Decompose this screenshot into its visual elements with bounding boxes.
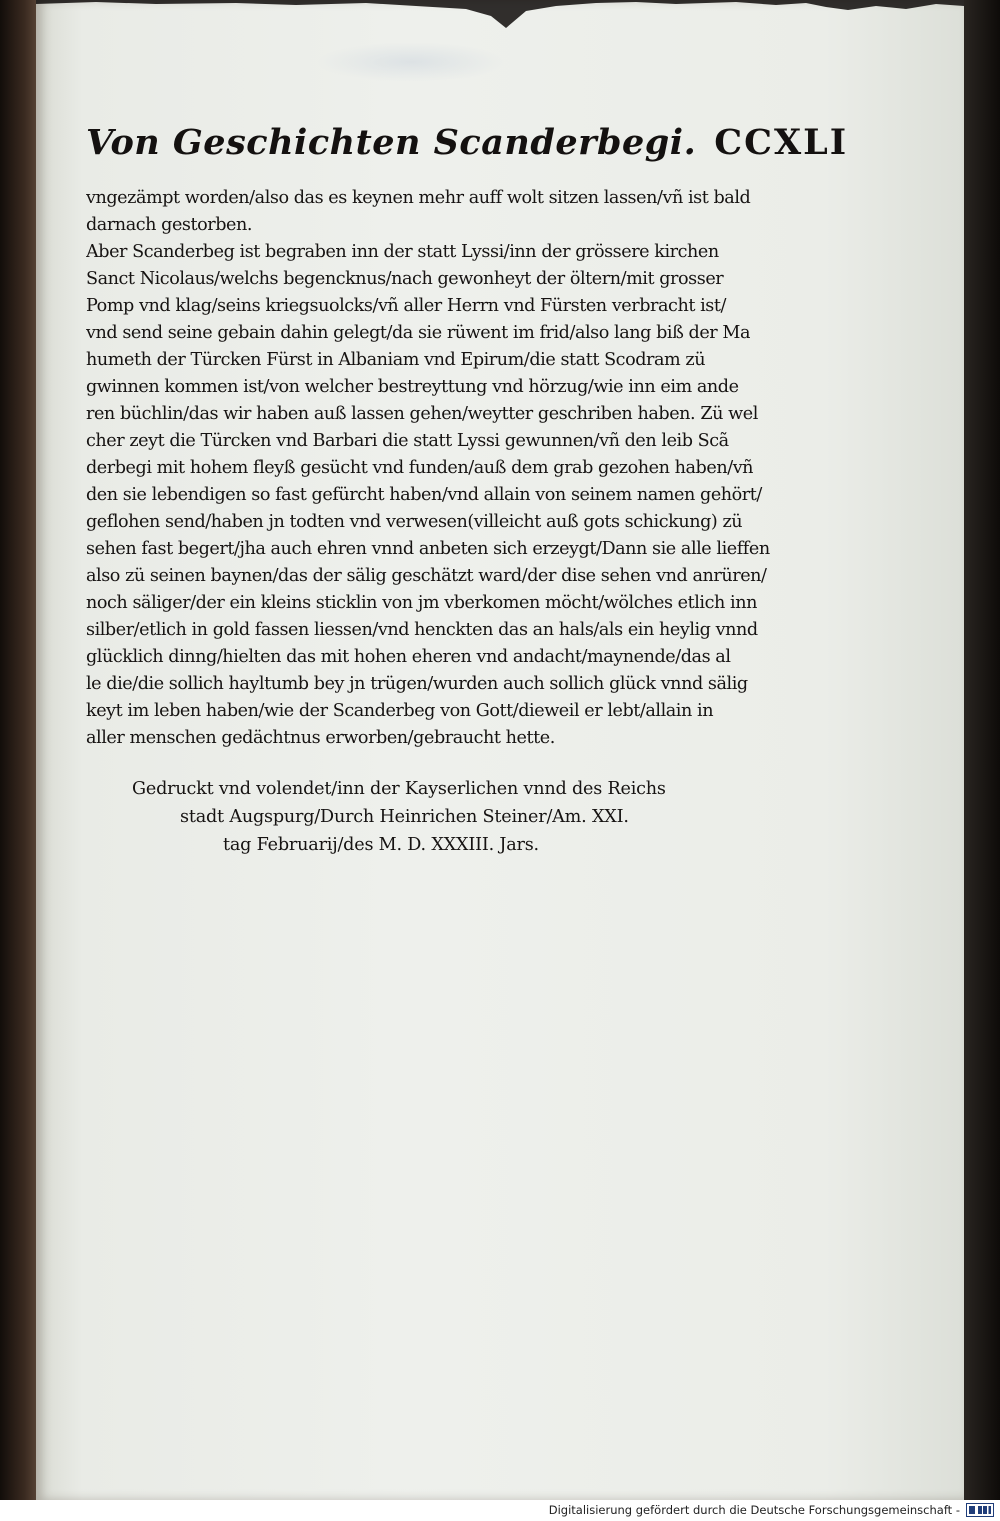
text-line: aller menschen gedächtnus erworben/gebraucht hette.	[86, 728, 555, 748]
page-header	[86, 122, 866, 163]
dfg-logo-icon	[966, 1503, 994, 1517]
scanned-page	[36, 0, 964, 1500]
text-line: sehen fast begert/jha auch ehren vnnd anbeten sich erzeygt/Dann sie alle lieffen	[86, 539, 770, 559]
text-line: gwinnen kommen ist/von welcher bestreyttung vnd hörzug/wie inn eim ande	[86, 377, 739, 397]
text-line: geflohen send/haben jn todten vnd verwesen(villeicht auß gots schickung) zü	[86, 512, 743, 532]
page-edge	[962, 0, 1000, 1500]
text-line: silber/etlich in gold fassen liessen/vnd henckten das an hals/als ein heylig vnnd	[86, 620, 758, 640]
text-line: also zü seinen baynen/das der sälig geschätzt ward/der dise sehen vnd anrüren/	[86, 566, 767, 586]
body-text	[86, 185, 866, 752]
running-title: Von Geschichten Scanderbegi.	[86, 122, 697, 163]
text-line: humeth der Türcken Fürst in Albaniam vnd Epirum/die statt Scodram zü	[86, 350, 706, 370]
text-line: vnd send seine gebain dahin gelegt/da sie rüwent im frid/also lang biß der Ma	[86, 323, 750, 343]
text-line: le die/die sollich hayltumb bey jn trügen/wurden auch sollich glück vnnd sälig	[86, 674, 748, 694]
text-line: keyt im leben haben/wie der Scanderbeg von Gott/dieweil er lebt/allain in	[86, 701, 714, 721]
text-line: Sanct Nicolaus/welchs begencknus/nach gewonheyt der öltern/mit grosser	[86, 269, 724, 289]
colophon-line: Gedruckt vnd volendet/inn der Kayserlichen vnnd des Reichs	[132, 779, 666, 799]
text-line: cher zeyt die Türcken vnd Barbari die statt Lyssi gewunnen/vñ den leib Scã	[86, 431, 729, 451]
text-line: Pomp vnd klag/seins kriegsuolcks/vñ aller Herrn vnd Fürsten verbracht ist/	[86, 296, 726, 316]
footer-bar	[0, 1500, 1000, 1521]
text-line: glücklich dinng/hielten das mit hohen eheren vnd andacht/maynende/das al	[86, 647, 731, 667]
colophon-line: tag Februarij/des M. D. XXXIII. Jars.	[223, 835, 539, 855]
torn-edge-shape	[36, 0, 964, 60]
colophon	[132, 775, 832, 859]
text-line: darnach gestorben.	[86, 215, 253, 235]
text-line: Aber Scanderbeg ist begraben inn der statt Lyssi/inn der grössere kirchen	[86, 242, 719, 262]
water-stain	[316, 42, 506, 82]
text-line: ren büchlin/das wir haben auß lassen gehen/weytter geschriben haben. Zü wel	[86, 404, 758, 424]
text-line: noch säliger/der ein kleins sticklin von jm vberkomen möcht/wölches etlich inn	[86, 593, 757, 613]
text-line: den sie lebendigen so fast gefürcht haben/vnd allain von seinem namen gehört/	[86, 485, 762, 505]
funding-credit: Digitalisierung gefördert durch die Deutsche Forschungsgemeinschaft -	[548, 1503, 960, 1517]
folio-number: CCXLI	[714, 122, 849, 163]
colophon-line: stadt Augspurg/Durch Heinrichen Steiner/Am. XXI.	[180, 807, 629, 827]
text-line: vngezämpt worden/also das es keynen mehr auff wolt sitzen lassen/vñ ist bald	[86, 188, 751, 208]
text-line: derbegi mit hohem fleyß gesücht vnd funden/auß dem grab gezohen haben/vñ	[86, 458, 754, 478]
